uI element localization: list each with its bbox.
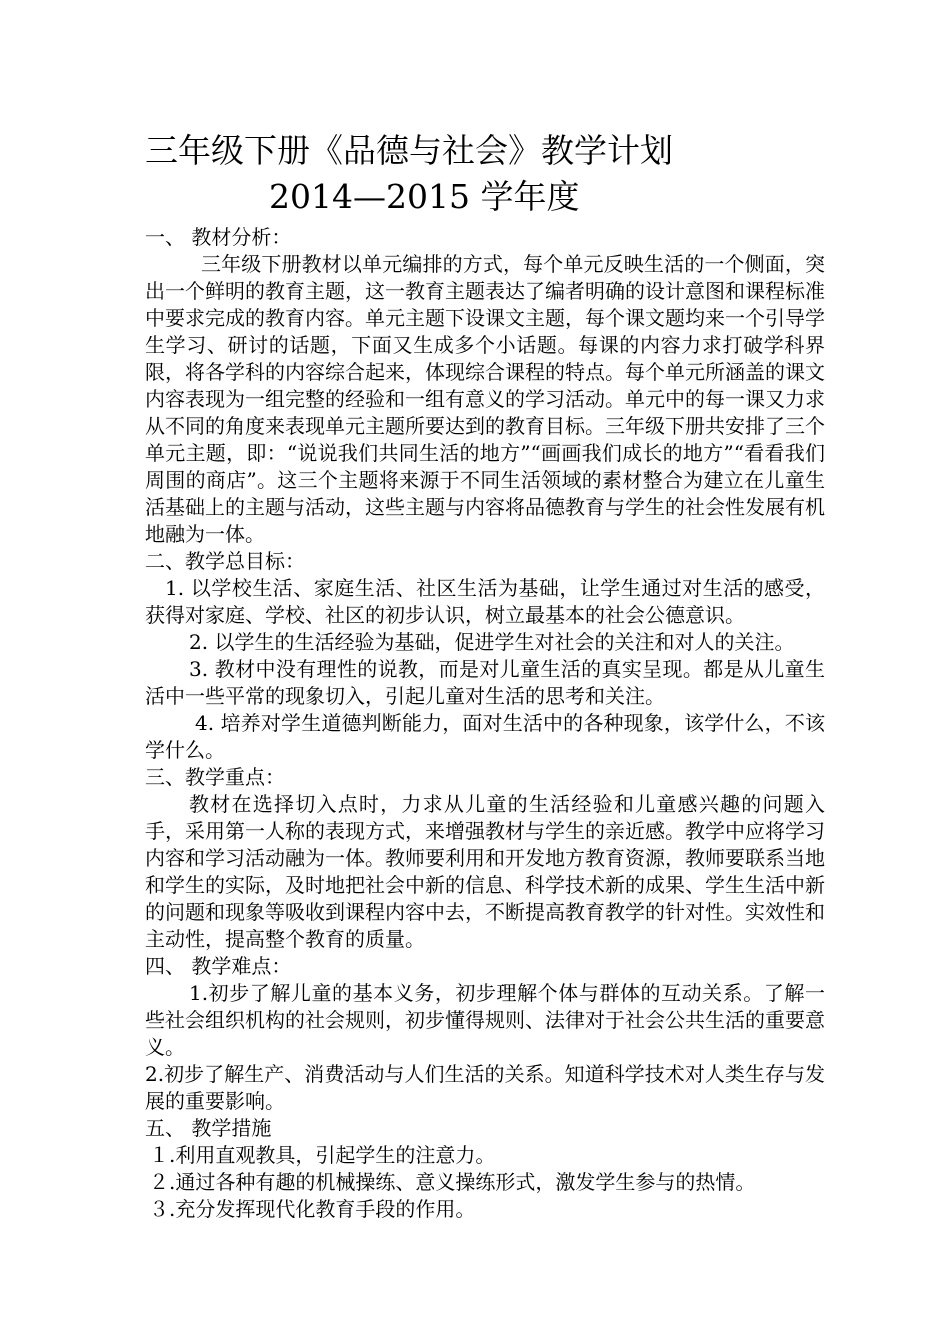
section-heading-materials: 一、 教材分析：: [145, 225, 292, 249]
measure-item-2: ２.通过各种有趣的机械操练、意义操练形式，激发学生参与的热情。: [149, 1170, 756, 1194]
section-heading-difficulties: 四、 教学难点：: [145, 954, 292, 978]
measure-item-3: ３.充分发挥现代化教育手段的作用。: [149, 1197, 476, 1221]
document-title: 三年级下册《品德与社会》教学计划: [145, 131, 673, 170]
section-heading-key-points: 三、教学重点：: [145, 765, 285, 789]
document-subtitle: 2014—2015 学年度: [269, 177, 580, 216]
difficulty-item-2: 2.初步了解生产、消费活动与人们生活的关系。知道科学技术对人类生存与发展的重要影响。: [145, 1062, 825, 1113]
goal-item-2: 2. 以学生的生活经验为基础，促进学生对社会的关注和对人的关注。: [189, 630, 795, 654]
document-page: [145, 128, 825, 1223]
key-points-paragraph: 教材在选择切入点时，力求从儿童的生活经验和儿童感兴趣的问题入手，采用第一人称的表现方式，来增强教材与学生的亲近感。教学中应将学习内容和学习活动融为一体。教师要利用和开发地方教育资源，教师要联系当地和学生的实际，及时地把社会中新的信息、科学技术新的成果、学生生活中新的问题和现象等吸收到课程内容中去，不断提高教育教学的针对性。实效性和主动性，提高整个教育的质量。: [145, 792, 825, 951]
goal-item-1: 1. 以学校生活、家庭生活、社区生活为基础，让学生通过对生活的感受，获得对家庭、学校、社区的初步认识，树立最基本的社会公德意识。: [145, 576, 825, 627]
difficulty-item-1: 1.初步了解儿童的基本义务，初步理解个体与群体的互动关系。了解一些社会组织机构的社会规则，初步懂得规则、法律对于社会公共生活的重要意义。: [145, 981, 825, 1059]
materials-analysis-paragraph: 三年级下册教材以单元编排的方式，每个单元反映生活的一个侧面，突出一个鲜明的教育主题，这一教育主题表达了编者明确的设计意图和课程标准中要求完成的教育内容。单元主题下设课文主题，每个课文题均来一个引导学生学习、研讨的话题，下面又生成多个小话题。每课的内容力求打破学科界限，将各学科的内容综合起来，体现综合课程的特点。每个单元所涵盖的课文内容表现为一组完整的经验和一组有意义的学习活动。单元中的每一课又力求从不同的角度来表现单元主题所要达到的教育目标。三年级下册共安排了三个单元主题，即：“说说我们共同生活的地方”“画画我们成长的地方”“看看我们周围的商店”。这三个主题将来源于不同生活领域的素材整合为建立在儿童生活基础上的主题与活动，这些主题与内容将品德教育与学生的社会性发展有机地融为一体。: [145, 252, 825, 546]
section-heading-measures: 五、 教学措施: [145, 1116, 272, 1140]
section-heading-goals: 二、教学总目标：: [145, 549, 305, 573]
goal-item-3: 3. 教材中没有理性的说教，而是对儿童生活的真实呈现。都是从儿童生活中一些平常的现象切入，引起儿童对生活的思考和关注。: [145, 657, 825, 708]
goal-item-4: 4. 培养对学生道德判断能力，面对生活中的各种现象，该学什么，不该学什么。: [145, 711, 825, 762]
measure-item-1: １.利用直观教具，引起学生的注意力。: [149, 1143, 496, 1167]
